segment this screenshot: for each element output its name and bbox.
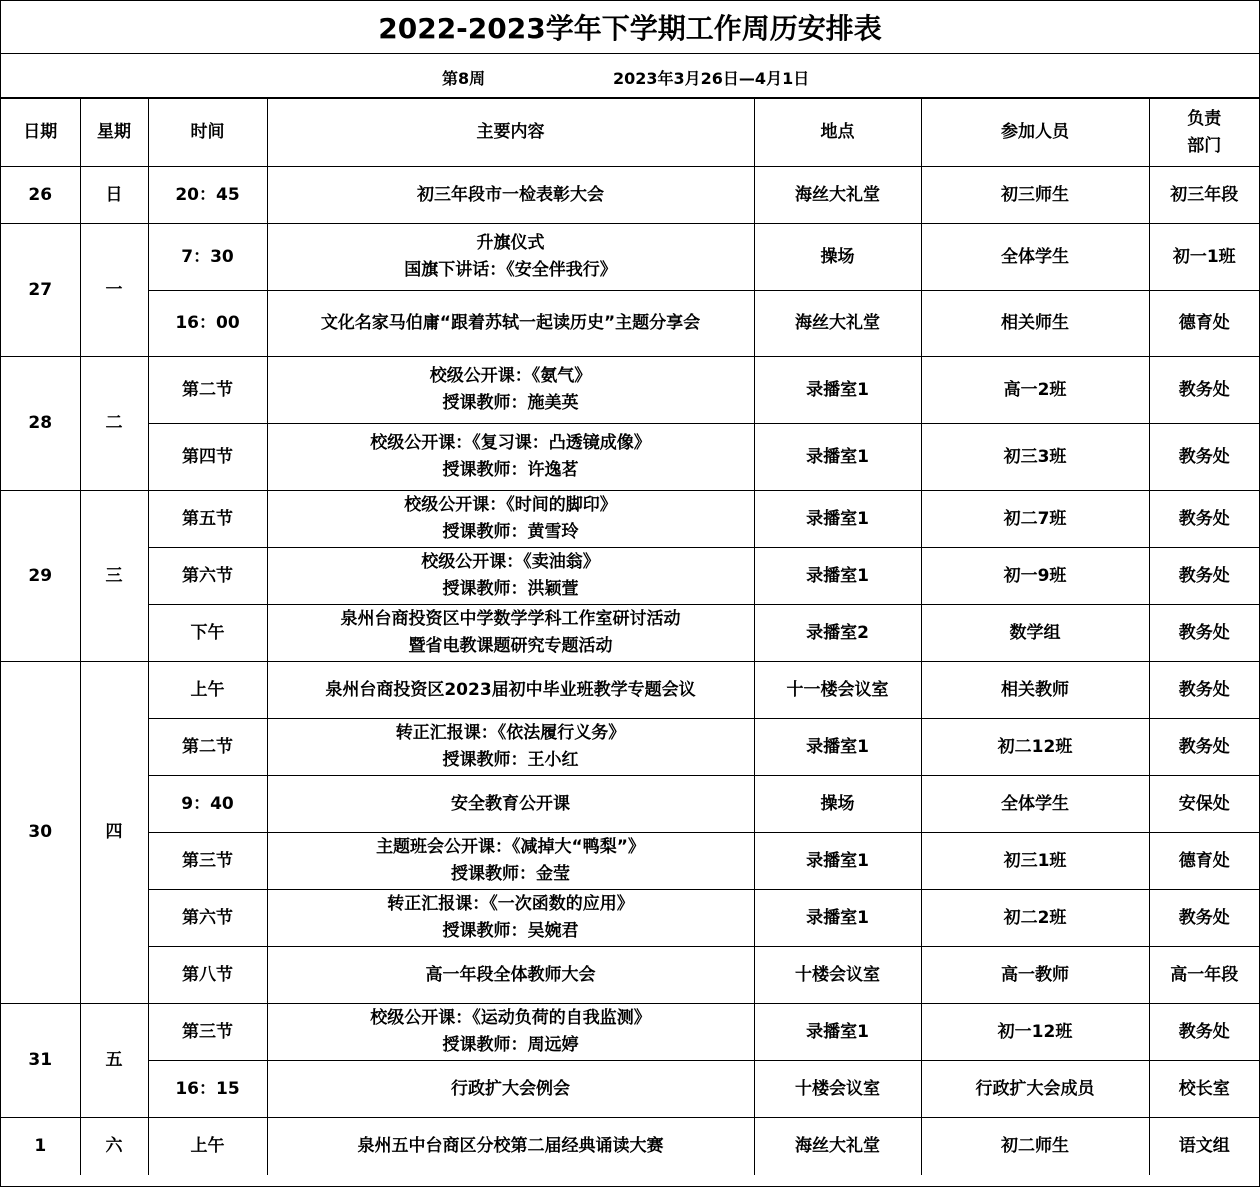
location-cell: 十楼会议室 xyxy=(754,1061,921,1118)
dept-cell: 教务处 xyxy=(1149,719,1259,776)
content-line1: 转正汇报课：《一次函数的应用》 xyxy=(387,894,634,914)
dept-cell: 初一1班 xyxy=(1149,224,1259,291)
content-line1: 转正汇报课：《依法履行义务》 xyxy=(395,723,626,743)
content-line2: 暨省电教课题研究专题活动 xyxy=(408,636,613,656)
content-cell xyxy=(267,291,754,357)
time-cell: 第五节 xyxy=(148,491,267,548)
content-cell xyxy=(267,719,754,776)
table-row xyxy=(1,1061,1259,1118)
table-row xyxy=(1,357,1259,424)
location-cell: 十楼会议室 xyxy=(754,947,921,1004)
header-dept xyxy=(1149,99,1259,167)
content-cell xyxy=(267,1118,754,1175)
date-cell: 30 xyxy=(1,662,80,1004)
content-line1: 行政扩大会例会 xyxy=(451,1078,570,1099)
location-cell: 海丝大礼堂 xyxy=(754,291,921,357)
time-cell: 第三节 xyxy=(148,833,267,890)
content-cell xyxy=(267,424,754,491)
time-cell: 16：15 xyxy=(148,1061,267,1118)
participants-cell: 初三3班 xyxy=(921,424,1149,491)
content-cell xyxy=(267,491,754,548)
content-line1: 校级公开课：《卖油翁》 xyxy=(421,552,600,572)
table-row xyxy=(1,548,1259,605)
participants-cell: 初二12班 xyxy=(921,719,1149,776)
dept-cell: 高一年段 xyxy=(1149,947,1259,1004)
content-cell xyxy=(267,605,754,662)
table-row xyxy=(1,291,1259,357)
participants-cell: 相关教师 xyxy=(921,662,1149,719)
dept-cell: 德育处 xyxy=(1149,291,1259,357)
content-line2: 授课教师：吴婉君 xyxy=(442,921,579,941)
content-line1: 主题班会公开课：《减掉大“鸭梨”》 xyxy=(376,837,645,857)
content-line2: 授课教师：金莹 xyxy=(451,864,570,884)
participants-cell: 初二2班 xyxy=(921,890,1149,947)
header-location: 地点 xyxy=(754,99,921,167)
content-line1: 校级公开课：《时间的脚印》 xyxy=(404,495,617,515)
content-line2: 授课教师：王小红 xyxy=(442,750,579,770)
time-cell: 第二节 xyxy=(148,357,267,424)
weekday-cell: 一 xyxy=(80,224,148,357)
header-date: 日期 xyxy=(1,99,80,167)
time-cell: 上午 xyxy=(148,662,267,719)
header-participants: 参加人员 xyxy=(921,99,1149,167)
content-line2: 授课教师：周远婷 xyxy=(442,1035,579,1055)
location-cell: 录播室1 xyxy=(754,424,921,491)
time-cell: 第四节 xyxy=(148,424,267,491)
location-cell: 海丝大礼堂 xyxy=(754,1118,921,1175)
table-row xyxy=(1,605,1259,662)
participants-cell: 初二师生 xyxy=(921,1118,1149,1175)
dept-cell: 教务处 xyxy=(1149,491,1259,548)
date-range: 2023年3月26日—4月1日 xyxy=(613,69,810,88)
content-line2: 授课教师：黄雪玲 xyxy=(442,522,579,542)
content-line1: 泉州五中台商区分校第二届经典诵读大赛 xyxy=(357,1135,664,1156)
dept-cell: 语文组 xyxy=(1149,1118,1259,1175)
content-line1: 泉州台商投资区中学数学学科工作室研讨活动 xyxy=(340,609,681,629)
time-cell: 上午 xyxy=(148,1118,267,1175)
dept-cell: 教务处 xyxy=(1149,605,1259,662)
dept-cell: 教务处 xyxy=(1149,662,1259,719)
table-row xyxy=(1,224,1259,291)
weekday-cell: 六 xyxy=(80,1118,148,1175)
dept-cell: 德育处 xyxy=(1149,833,1259,890)
time-cell: 20：45 xyxy=(148,167,267,224)
time-cell: 第三节 xyxy=(148,1004,267,1061)
week-label: 第8周 xyxy=(442,69,486,88)
participants-cell: 数学组 xyxy=(921,605,1149,662)
participants-cell: 高一2班 xyxy=(921,357,1149,424)
dept-cell: 教务处 xyxy=(1149,424,1259,491)
weekday-cell: 日 xyxy=(80,167,148,224)
header-row xyxy=(1,99,1259,167)
participants-cell: 初三1班 xyxy=(921,833,1149,890)
time-cell: 第八节 xyxy=(148,947,267,1004)
content-cell xyxy=(267,833,754,890)
content-cell xyxy=(267,776,754,833)
dept-cell: 校长室 xyxy=(1149,1061,1259,1118)
date-cell: 28 xyxy=(1,357,80,491)
header-weekday: 星期 xyxy=(80,99,148,167)
location-cell: 录播室1 xyxy=(754,357,921,424)
table-row xyxy=(1,167,1259,224)
table-row xyxy=(1,424,1259,491)
dept-cell: 教务处 xyxy=(1149,357,1259,424)
location-cell: 十一楼会议室 xyxy=(754,662,921,719)
table-row xyxy=(1,776,1259,833)
participants-cell: 全体学生 xyxy=(921,224,1149,291)
location-cell: 操场 xyxy=(754,224,921,291)
weekday-cell: 四 xyxy=(80,662,148,1004)
content-cell xyxy=(267,224,754,291)
weekday-cell: 三 xyxy=(80,491,148,662)
page-title: 2022-2023学年下学期工作周历安排表 xyxy=(1,1,1259,54)
content-line2: 国旗下讲话：《安全伴我行》 xyxy=(404,260,617,280)
dept-cell: 初三年段 xyxy=(1149,167,1259,224)
location-cell: 录播室1 xyxy=(754,491,921,548)
content-line1: 文化名家马伯庸“跟着苏轼一起读历史”主题分享会 xyxy=(320,313,701,333)
content-line1: 泉州台商投资区2023届初中毕业班教学专题会议 xyxy=(325,679,696,700)
date-cell: 31 xyxy=(1,1004,80,1118)
content-line1: 高一年段全体教师大会 xyxy=(425,964,596,985)
content-line1: 校级公开课：《复习课：凸透镜成像》 xyxy=(370,433,651,453)
time-cell: 7：30 xyxy=(148,224,267,291)
table-row xyxy=(1,1004,1259,1061)
location-cell: 录播室1 xyxy=(754,548,921,605)
table-row xyxy=(1,890,1259,947)
table-row xyxy=(1,947,1259,1004)
content-cell xyxy=(267,1004,754,1061)
time-cell: 第六节 xyxy=(148,548,267,605)
participants-cell: 初一9班 xyxy=(921,548,1149,605)
participants-cell: 全体学生 xyxy=(921,776,1149,833)
content-line2: 授课教师：洪颖萱 xyxy=(442,579,579,599)
date-cell: 1 xyxy=(1,1118,80,1175)
content-cell xyxy=(267,947,754,1004)
participants-cell: 初三师生 xyxy=(921,167,1149,224)
table-row xyxy=(1,491,1259,548)
participants-cell: 初二7班 xyxy=(921,491,1149,548)
content-line1: 校级公开课：《氨气》 xyxy=(429,366,592,386)
content-line2: 授课教师：施美英 xyxy=(442,393,579,413)
time-cell: 第二节 xyxy=(148,719,267,776)
date-cell: 27 xyxy=(1,224,80,357)
content-cell xyxy=(267,548,754,605)
location-cell: 录播室1 xyxy=(754,833,921,890)
participants-cell: 初一12班 xyxy=(921,1004,1149,1061)
time-cell: 第六节 xyxy=(148,890,267,947)
content-line1: 初三年段市一检表彰大会 xyxy=(417,184,604,205)
schedule-table xyxy=(1,98,1259,1175)
header-content: 主要内容 xyxy=(267,99,754,167)
content-line1: 安全教育公开课 xyxy=(451,793,570,814)
weekday-cell: 五 xyxy=(80,1004,148,1118)
dept-cell: 安保处 xyxy=(1149,776,1259,833)
dept-cell: 教务处 xyxy=(1149,890,1259,947)
header-dept-line2: 部门 xyxy=(1187,135,1222,156)
location-cell: 录播室2 xyxy=(754,605,921,662)
time-cell: 下午 xyxy=(148,605,267,662)
participants-cell: 高一教师 xyxy=(921,947,1149,1004)
subtitle-row xyxy=(1,54,1259,98)
header-dept-line1: 负责 xyxy=(1187,108,1222,129)
content-line1: 校级公开课：《运动负荷的自我监测》 xyxy=(370,1008,651,1028)
table-row xyxy=(1,662,1259,719)
participants-cell: 行政扩大会成员 xyxy=(921,1061,1149,1118)
time-cell: 16：00 xyxy=(148,291,267,357)
content-cell xyxy=(267,1061,754,1118)
content-cell xyxy=(267,357,754,424)
content-cell xyxy=(267,662,754,719)
location-cell: 录播室1 xyxy=(754,719,921,776)
dept-cell: 教务处 xyxy=(1149,1004,1259,1061)
content-cell xyxy=(267,167,754,224)
header-time: 时间 xyxy=(148,99,267,167)
weekday-cell: 二 xyxy=(80,357,148,491)
content-line2: 授课教师：许逸茗 xyxy=(442,460,579,480)
table-row xyxy=(1,719,1259,776)
location-cell: 录播室1 xyxy=(754,1004,921,1061)
time-cell: 9：40 xyxy=(148,776,267,833)
content-cell xyxy=(267,890,754,947)
participants-cell: 相关师生 xyxy=(921,291,1149,357)
location-cell: 操场 xyxy=(754,776,921,833)
content-line1: 升旗仪式 xyxy=(476,233,545,253)
location-cell: 海丝大礼堂 xyxy=(754,167,921,224)
table-row xyxy=(1,833,1259,890)
date-cell: 26 xyxy=(1,167,80,224)
date-cell: 29 xyxy=(1,491,80,662)
table-row xyxy=(1,1118,1259,1175)
location-cell: 录播室1 xyxy=(754,890,921,947)
dept-cell: 教务处 xyxy=(1149,548,1259,605)
